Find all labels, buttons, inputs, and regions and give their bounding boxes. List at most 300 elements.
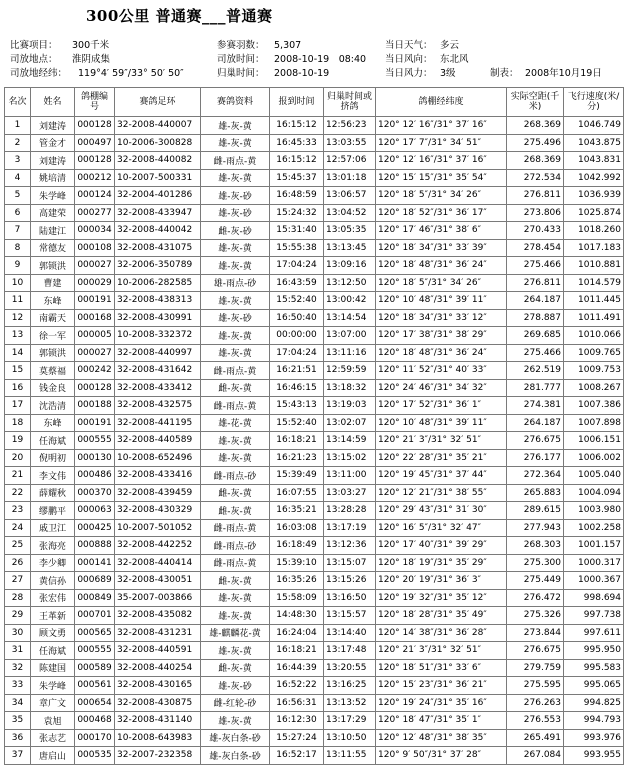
- cell-rank: 37: [5, 747, 31, 765]
- cell-distance: 276.553: [507, 712, 564, 730]
- cell-report-time: 15:39:49: [270, 467, 324, 485]
- cell-rank: 25: [5, 537, 31, 555]
- cell-ring: 10-2008-332372: [115, 327, 201, 345]
- cell-loft-id: 000561: [75, 677, 115, 695]
- cell-report-time: 16:45:33: [270, 134, 324, 152]
- cell-name: 章广文: [31, 694, 75, 712]
- cell-coordinates: 120° 15′ 15″/31° 35′ 54″: [376, 169, 507, 187]
- cell-rank: 33: [5, 677, 31, 695]
- cell-ring: 32-2008-440007: [115, 117, 201, 135]
- cell-name: 常德友: [31, 239, 75, 257]
- cell-name: 刘建涛: [31, 152, 75, 170]
- cell-coordinates: 120° 19′ 24″/31° 35′ 16″: [376, 694, 507, 712]
- cell-speed: 1000.317: [564, 554, 624, 572]
- cell-coordinates: 120° 20′ 19″/31° 36′ 3″: [376, 572, 507, 590]
- header-rank: 名次: [5, 88, 31, 117]
- cell-loft-id: 000029: [75, 274, 115, 292]
- cell-rank: 12: [5, 309, 31, 327]
- cell-return-time: 13:03:55: [324, 134, 376, 152]
- cell-bird-info: 雄-灰白条-砂: [201, 747, 270, 765]
- cell-speed: 1042.992: [564, 169, 624, 187]
- cell-distance: 269.685: [507, 327, 564, 345]
- cell-ring: 32-2008-433416: [115, 467, 201, 485]
- cell-coordinates: 120° 15′ 23″/31° 36′ 21″: [376, 677, 507, 695]
- cell-ring: 10-2007-500331: [115, 169, 201, 187]
- cell-name: 任海斌: [31, 642, 75, 660]
- cell-rank: 34: [5, 694, 31, 712]
- made-label: 制表：: [490, 68, 519, 79]
- cell-distance: 265.883: [507, 484, 564, 502]
- cell-name: 莫蔡福: [31, 362, 75, 380]
- release-coord-label: 司放地经纬：: [10, 68, 68, 79]
- cell-ring: 32-2008-440254: [115, 659, 201, 677]
- cell-distance: 276.811: [507, 187, 564, 205]
- table-row: [5, 432, 624, 450]
- cell-ring: 32-2008-440082: [115, 152, 201, 170]
- cell-bird-info: 雌-雨点-黄: [201, 362, 270, 380]
- cell-rank: 17: [5, 397, 31, 415]
- cell-ring: 35-2007-003866: [115, 589, 201, 607]
- cell-loft-id: 000005: [75, 327, 115, 345]
- cell-name: 张宏伟: [31, 589, 75, 607]
- cell-report-time: 16:03:08: [270, 519, 324, 537]
- cell-report-time: 15:27:24: [270, 729, 324, 747]
- weather-label: 当日天气：: [385, 40, 433, 51]
- cell-speed: 998.694: [564, 589, 624, 607]
- cell-name: 陈建国: [31, 659, 75, 677]
- cell-ring: 32-2008-431642: [115, 362, 201, 380]
- cell-speed: 1009.753: [564, 362, 624, 380]
- birds-label: 参赛羽数：: [217, 40, 265, 51]
- cell-distance: 274.381: [507, 397, 564, 415]
- cell-report-time: 16:07:55: [270, 484, 324, 502]
- cell-bird-info: 雄-雨点-砂: [201, 274, 270, 292]
- cell-speed: 1046.749: [564, 117, 624, 135]
- cell-speed: 1006.151: [564, 432, 624, 450]
- cell-coordinates: 120° 18′ 52″/31° 36′ 17″: [376, 204, 507, 222]
- cell-return-time: 13:15:07: [324, 554, 376, 572]
- table-row: [5, 624, 624, 642]
- cell-ring: 32-2008-440591: [115, 642, 201, 660]
- cell-distance: 289.615: [507, 502, 564, 520]
- table-row: [5, 134, 624, 152]
- cell-coordinates: 120° 10′ 48″/31° 39′ 11″: [376, 414, 507, 432]
- table-row: [5, 677, 624, 695]
- wind-force-value: 3级: [440, 68, 456, 79]
- cell-return-time: 13:16:25: [324, 677, 376, 695]
- cell-return-time: 13:14:59: [324, 432, 376, 450]
- results-table: [4, 87, 624, 765]
- cell-coordinates: 120° 21′ 3″/31° 32′ 51″: [376, 432, 507, 450]
- cell-speed: 1009.765: [564, 344, 624, 362]
- cell-loft-id: 000242: [75, 362, 115, 380]
- race-item-label: 比赛项目：: [10, 40, 58, 51]
- cell-return-time: 13:07:00: [324, 327, 376, 345]
- cell-ring: 32-2008-441195: [115, 414, 201, 432]
- cell-coordinates: 120° 17′ 52″/31° 36′ 1″: [376, 397, 507, 415]
- cell-report-time: 16:46:15: [270, 379, 324, 397]
- cell-speed: 1010.881: [564, 257, 624, 275]
- cell-bird-info: 雌-灰-黄: [201, 484, 270, 502]
- cell-speed: 1036.939: [564, 187, 624, 205]
- cell-name: 唐启山: [31, 747, 75, 765]
- table-row: [5, 537, 624, 555]
- cell-name: 朱学峰: [31, 187, 75, 205]
- cell-distance: 276.811: [507, 274, 564, 292]
- cell-coordinates: 120° 18′ 34″/31° 33′ 39″: [376, 239, 507, 257]
- cell-report-time: 16:35:21: [270, 502, 324, 520]
- cell-rank: 1: [5, 117, 31, 135]
- cell-rank: 32: [5, 659, 31, 677]
- cell-bird-info: 雄-灰-砂: [201, 187, 270, 205]
- cell-distance: 275.449: [507, 572, 564, 590]
- cell-ring: 10-2006-300828: [115, 134, 201, 152]
- header-coordinates: 鸽棚经纬度: [376, 88, 507, 117]
- cell-rank: 24: [5, 519, 31, 537]
- cell-distance: 275.466: [507, 257, 564, 275]
- cell-loft-id: 000168: [75, 309, 115, 327]
- cell-loft-id: 000849: [75, 589, 115, 607]
- cell-return-time: 13:18:32: [324, 379, 376, 397]
- table-row: [5, 239, 624, 257]
- cell-rank: 9: [5, 257, 31, 275]
- cell-return-time: 13:16:50: [324, 589, 376, 607]
- table-row: [5, 292, 624, 310]
- birds-value: 5,307: [274, 40, 302, 51]
- cell-speed: 997.611: [564, 624, 624, 642]
- cell-return-time: 13:15:26: [324, 572, 376, 590]
- table-row: [5, 642, 624, 660]
- cell-ring: 32-2008-431075: [115, 239, 201, 257]
- table-row: [5, 659, 624, 677]
- cell-coordinates: 120° 18′ 34″/31° 33′ 12″: [376, 309, 507, 327]
- cell-rank: 5: [5, 187, 31, 205]
- cell-ring: 10-2006-282585: [115, 274, 201, 292]
- cell-bird-info: 雌-雨点-砂: [201, 467, 270, 485]
- header-return-time: 归巢时间或挤鸽: [324, 88, 376, 117]
- cell-bird-info: 雄-灰白条-砂: [201, 729, 270, 747]
- cell-speed: 1004.094: [564, 484, 624, 502]
- table-row: [5, 117, 624, 135]
- cell-speed: 1006.002: [564, 449, 624, 467]
- cell-report-time: 15:31:40: [270, 222, 324, 240]
- cell-speed: 1003.980: [564, 502, 624, 520]
- cell-return-time: 13:28:28: [324, 502, 376, 520]
- cell-return-time: 13:09:16: [324, 257, 376, 275]
- table-row: [5, 327, 624, 345]
- cell-loft-id: 000027: [75, 344, 115, 362]
- cell-distance: 265.491: [507, 729, 564, 747]
- cell-report-time: 14:48:30: [270, 607, 324, 625]
- cell-report-time: 15:24:32: [270, 204, 324, 222]
- table-row: [5, 169, 624, 187]
- table-row: [5, 187, 624, 205]
- cell-loft-id: 000654: [75, 694, 115, 712]
- cell-coordinates: 120° 29′ 43″/31° 31′ 30″: [376, 502, 507, 520]
- cell-report-time: 15:39:10: [270, 554, 324, 572]
- cell-loft-id: 000589: [75, 659, 115, 677]
- cell-ring: 32-2008-430329: [115, 502, 201, 520]
- cell-distance: 276.472: [507, 589, 564, 607]
- cell-ring: 32-2008-431140: [115, 712, 201, 730]
- cell-coordinates: 120° 17′ 46″/31° 38′ 6″: [376, 222, 507, 240]
- cell-loft-id: 000108: [75, 239, 115, 257]
- cell-bird-info: 雄-灰-黄: [201, 239, 270, 257]
- cell-coordinates: 120° 17′ 7″/31° 34′ 51″: [376, 134, 507, 152]
- cell-distance: 262.519: [507, 362, 564, 380]
- cell-coordinates: 120° 12′ 16″/31° 37′ 16″: [376, 117, 507, 135]
- cell-bird-info: 雄-灰-黄: [201, 607, 270, 625]
- table-row: [5, 712, 624, 730]
- cell-report-time: 16:43:59: [270, 274, 324, 292]
- cell-speed: 1010.066: [564, 327, 624, 345]
- cell-name: 倪明初: [31, 449, 75, 467]
- cell-coordinates: 120° 24′ 46″/31° 34′ 32″: [376, 379, 507, 397]
- cell-speed: 1018.260: [564, 222, 624, 240]
- cell-ring: 32-2008-430051: [115, 572, 201, 590]
- cell-report-time: 16:18:49: [270, 537, 324, 555]
- cell-bird-info: 雄-灰-黄: [201, 134, 270, 152]
- cell-bird-info: 雄-灰-黄: [201, 449, 270, 467]
- cell-return-time: 13:11:00: [324, 467, 376, 485]
- cell-distance: 264.187: [507, 414, 564, 432]
- cell-speed: 995.583: [564, 659, 624, 677]
- cell-rank: 20: [5, 449, 31, 467]
- cell-coordinates: 120° 17′ 40″/31° 39′ 29″: [376, 537, 507, 555]
- cell-loft-id: 000555: [75, 642, 115, 660]
- cell-bird-info: 雄-灰-黄: [201, 117, 270, 135]
- release-coord-value: 119°4′ 59″/33° 50′ 50″: [78, 68, 184, 79]
- cell-speed: 1008.267: [564, 379, 624, 397]
- header-speed: 飞行速度(米/分): [564, 88, 624, 117]
- cell-speed: 1043.831: [564, 152, 624, 170]
- cell-loft-id: 000128: [75, 379, 115, 397]
- cell-return-time: 13:13:45: [324, 239, 376, 257]
- cell-distance: 281.777: [507, 379, 564, 397]
- cell-name: 东峰: [31, 292, 75, 310]
- cell-speed: 1007.386: [564, 397, 624, 415]
- table-row: [5, 747, 624, 765]
- header-ring: 赛鸽足环: [115, 88, 201, 117]
- cell-report-time: 16:12:30: [270, 712, 324, 730]
- cell-name: 郭锁洪: [31, 257, 75, 275]
- cell-loft-id: 000565: [75, 624, 115, 642]
- cell-coordinates: 120° 17′ 38″/31° 38′ 29″: [376, 327, 507, 345]
- wind-dir-label: 当日风向：: [385, 54, 433, 65]
- cell-speed: 995.950: [564, 642, 624, 660]
- cell-distance: 272.534: [507, 169, 564, 187]
- cell-loft-id: 000170: [75, 729, 115, 747]
- cell-distance: 273.806: [507, 204, 564, 222]
- cell-return-time: 13:04:52: [324, 204, 376, 222]
- cell-name: 黄信孙: [31, 572, 75, 590]
- cell-report-time: 16:35:26: [270, 572, 324, 590]
- cell-loft-id: 000128: [75, 117, 115, 135]
- cell-name: 薛耀秋: [31, 484, 75, 502]
- cell-report-time: 15:58:09: [270, 589, 324, 607]
- cell-report-time: 16:24:04: [270, 624, 324, 642]
- cell-report-time: 16:15:12: [270, 117, 324, 135]
- cell-coordinates: 120° 18′ 5″/31° 34′ 26″: [376, 274, 507, 292]
- cell-loft-id: 000370: [75, 484, 115, 502]
- header-name: 姓名: [31, 88, 75, 117]
- cell-coordinates: 120° 22′ 28″/31° 35′ 21″: [376, 449, 507, 467]
- cell-speed: 1000.367: [564, 572, 624, 590]
- cell-speed: 1007.898: [564, 414, 624, 432]
- cell-ring: 10-2008-643983: [115, 729, 201, 747]
- cell-name: 曹建: [31, 274, 75, 292]
- cell-return-time: 13:01:18: [324, 169, 376, 187]
- release-place-label: 司放地点：: [10, 54, 58, 65]
- cell-coordinates: 120° 10′ 48″/31° 39′ 11″: [376, 292, 507, 310]
- made-value: 2008年10月19日: [525, 68, 602, 79]
- cell-ring: 32-2008-438313: [115, 292, 201, 310]
- cell-speed: 995.065: [564, 677, 624, 695]
- cell-distance: 277.943: [507, 519, 564, 537]
- cell-report-time: 16:56:31: [270, 694, 324, 712]
- table-row: [5, 572, 624, 590]
- cell-return-time: 13:06:57: [324, 187, 376, 205]
- cell-coordinates: 120° 18′ 47″/31° 35′ 1″: [376, 712, 507, 730]
- cell-bird-info: 雄-灰-黄: [201, 589, 270, 607]
- cell-speed: 997.738: [564, 607, 624, 625]
- cell-loft-id: 000063: [75, 502, 115, 520]
- cell-rank: 22: [5, 484, 31, 502]
- cell-coordinates: 120° 21′ 3″/31° 32′ 51″: [376, 642, 507, 660]
- table-row: [5, 362, 624, 380]
- cell-rank: 16: [5, 379, 31, 397]
- cell-return-time: 13:20:55: [324, 659, 376, 677]
- cell-distance: 268.369: [507, 117, 564, 135]
- cell-ring: 32-2008-442252: [115, 537, 201, 555]
- cell-return-time: 12:56:23: [324, 117, 376, 135]
- table-row: [5, 222, 624, 240]
- cell-distance: 276.675: [507, 432, 564, 450]
- wind-force-label: 当日风力：: [385, 68, 433, 79]
- table-row: [5, 257, 624, 275]
- cell-bird-info: 雄-灰-黄: [201, 432, 270, 450]
- cell-name: 袁旭: [31, 712, 75, 730]
- cell-ring: 32-2008-430875: [115, 694, 201, 712]
- table-row: [5, 274, 624, 292]
- cell-ring: 32-2008-440042: [115, 222, 201, 240]
- weather-value: 多云: [440, 40, 460, 51]
- cell-speed: 1011.445: [564, 292, 624, 310]
- cell-distance: 264.187: [507, 292, 564, 310]
- cell-name: 姚培清: [31, 169, 75, 187]
- cell-name: 高建荣: [31, 204, 75, 222]
- cell-report-time: 16:44:39: [270, 659, 324, 677]
- cell-coordinates: 120° 9′ 50″/31° 37′ 28″: [376, 747, 507, 765]
- cell-speed: 1002.258: [564, 519, 624, 537]
- table-header-row: [5, 88, 624, 117]
- cell-bird-info: 雌-雨点-黄: [201, 519, 270, 537]
- cell-return-time: 13:17:48: [324, 642, 376, 660]
- header-loft-id: 鸽棚编号: [75, 88, 115, 117]
- cell-ring: 32-2008-440589: [115, 432, 201, 450]
- table-row: [5, 519, 624, 537]
- cell-rank: 19: [5, 432, 31, 450]
- cell-bird-info: 雄-灰-黄: [201, 257, 270, 275]
- cell-rank: 36: [5, 729, 31, 747]
- cell-return-time: 13:12:50: [324, 274, 376, 292]
- cell-name: 李少卿: [31, 554, 75, 572]
- cell-ring: 32-2008-440997: [115, 344, 201, 362]
- cell-report-time: 16:21:51: [270, 362, 324, 380]
- cell-name: 陆建江: [31, 222, 75, 240]
- cell-ring: 32-2008-433412: [115, 379, 201, 397]
- cell-return-time: 13:13:52: [324, 694, 376, 712]
- cell-coordinates: 120° 18′ 5″/31° 34′ 26″: [376, 187, 507, 205]
- cell-return-time: 13:00:42: [324, 292, 376, 310]
- cell-speed: 1017.183: [564, 239, 624, 257]
- cell-ring: 32-2008-430991: [115, 309, 201, 327]
- cell-speed: 1014.579: [564, 274, 624, 292]
- cell-name: 徐一军: [31, 327, 75, 345]
- cell-report-time: 16:48:59: [270, 187, 324, 205]
- cell-distance: 267.084: [507, 747, 564, 765]
- cell-return-time: 13:05:35: [324, 222, 376, 240]
- cell-loft-id: 000701: [75, 607, 115, 625]
- cell-return-time: 13:17:19: [324, 519, 376, 537]
- cell-speed: 1005.040: [564, 467, 624, 485]
- cell-loft-id: 000555: [75, 432, 115, 450]
- cell-name: 李文伟: [31, 467, 75, 485]
- cell-return-time: 13:02:07: [324, 414, 376, 432]
- table-row: [5, 344, 624, 362]
- cell-rank: 2: [5, 134, 31, 152]
- cell-name: 张海亮: [31, 537, 75, 555]
- cell-distance: 276.263: [507, 694, 564, 712]
- cell-report-time: 15:45:37: [270, 169, 324, 187]
- cell-bird-info: 雌-雨点-砂: [201, 537, 270, 555]
- cell-bird-info: 雌-红轮-砂: [201, 694, 270, 712]
- cell-speed: 994.825: [564, 694, 624, 712]
- cell-bird-info: 雌-雨点-黄: [201, 397, 270, 415]
- cell-rank: 35: [5, 712, 31, 730]
- cell-coordinates: 120° 18′ 28″/31° 35′ 49″: [376, 607, 507, 625]
- cell-bird-info: 雄-灰-砂: [201, 309, 270, 327]
- cell-coordinates: 120° 11′ 52″/31° 40′ 33″: [376, 362, 507, 380]
- cell-loft-id: 000191: [75, 292, 115, 310]
- cell-ring: 32-2006-350789: [115, 257, 201, 275]
- cell-speed: 993.955: [564, 747, 624, 765]
- cell-rank: 18: [5, 414, 31, 432]
- cell-coordinates: 120° 12′ 21″/31° 38′ 55″: [376, 484, 507, 502]
- table-row: [5, 467, 624, 485]
- cell-distance: 276.177: [507, 449, 564, 467]
- release-place-value: 淮阴成集: [72, 54, 111, 65]
- cell-distance: 278.454: [507, 239, 564, 257]
- cell-rank: 14: [5, 344, 31, 362]
- cell-return-time: 13:11:16: [324, 344, 376, 362]
- cell-bird-info: 雌-雨点-黄: [201, 152, 270, 170]
- cell-rank: 23: [5, 502, 31, 520]
- cell-speed: 1011.491: [564, 309, 624, 327]
- cell-ring: 10-2008-652496: [115, 449, 201, 467]
- cell-distance: 268.369: [507, 152, 564, 170]
- cell-distance: 272.364: [507, 467, 564, 485]
- cell-ring: 32-2008-431231: [115, 624, 201, 642]
- cell-loft-id: 000689: [75, 572, 115, 590]
- cell-loft-id: 000212: [75, 169, 115, 187]
- cell-loft-id: 000124: [75, 187, 115, 205]
- cell-name: 钱金良: [31, 379, 75, 397]
- cell-report-time: 00:00:00: [270, 327, 324, 345]
- cell-rank: 6: [5, 204, 31, 222]
- cell-distance: 275.300: [507, 554, 564, 572]
- cell-distance: 270.433: [507, 222, 564, 240]
